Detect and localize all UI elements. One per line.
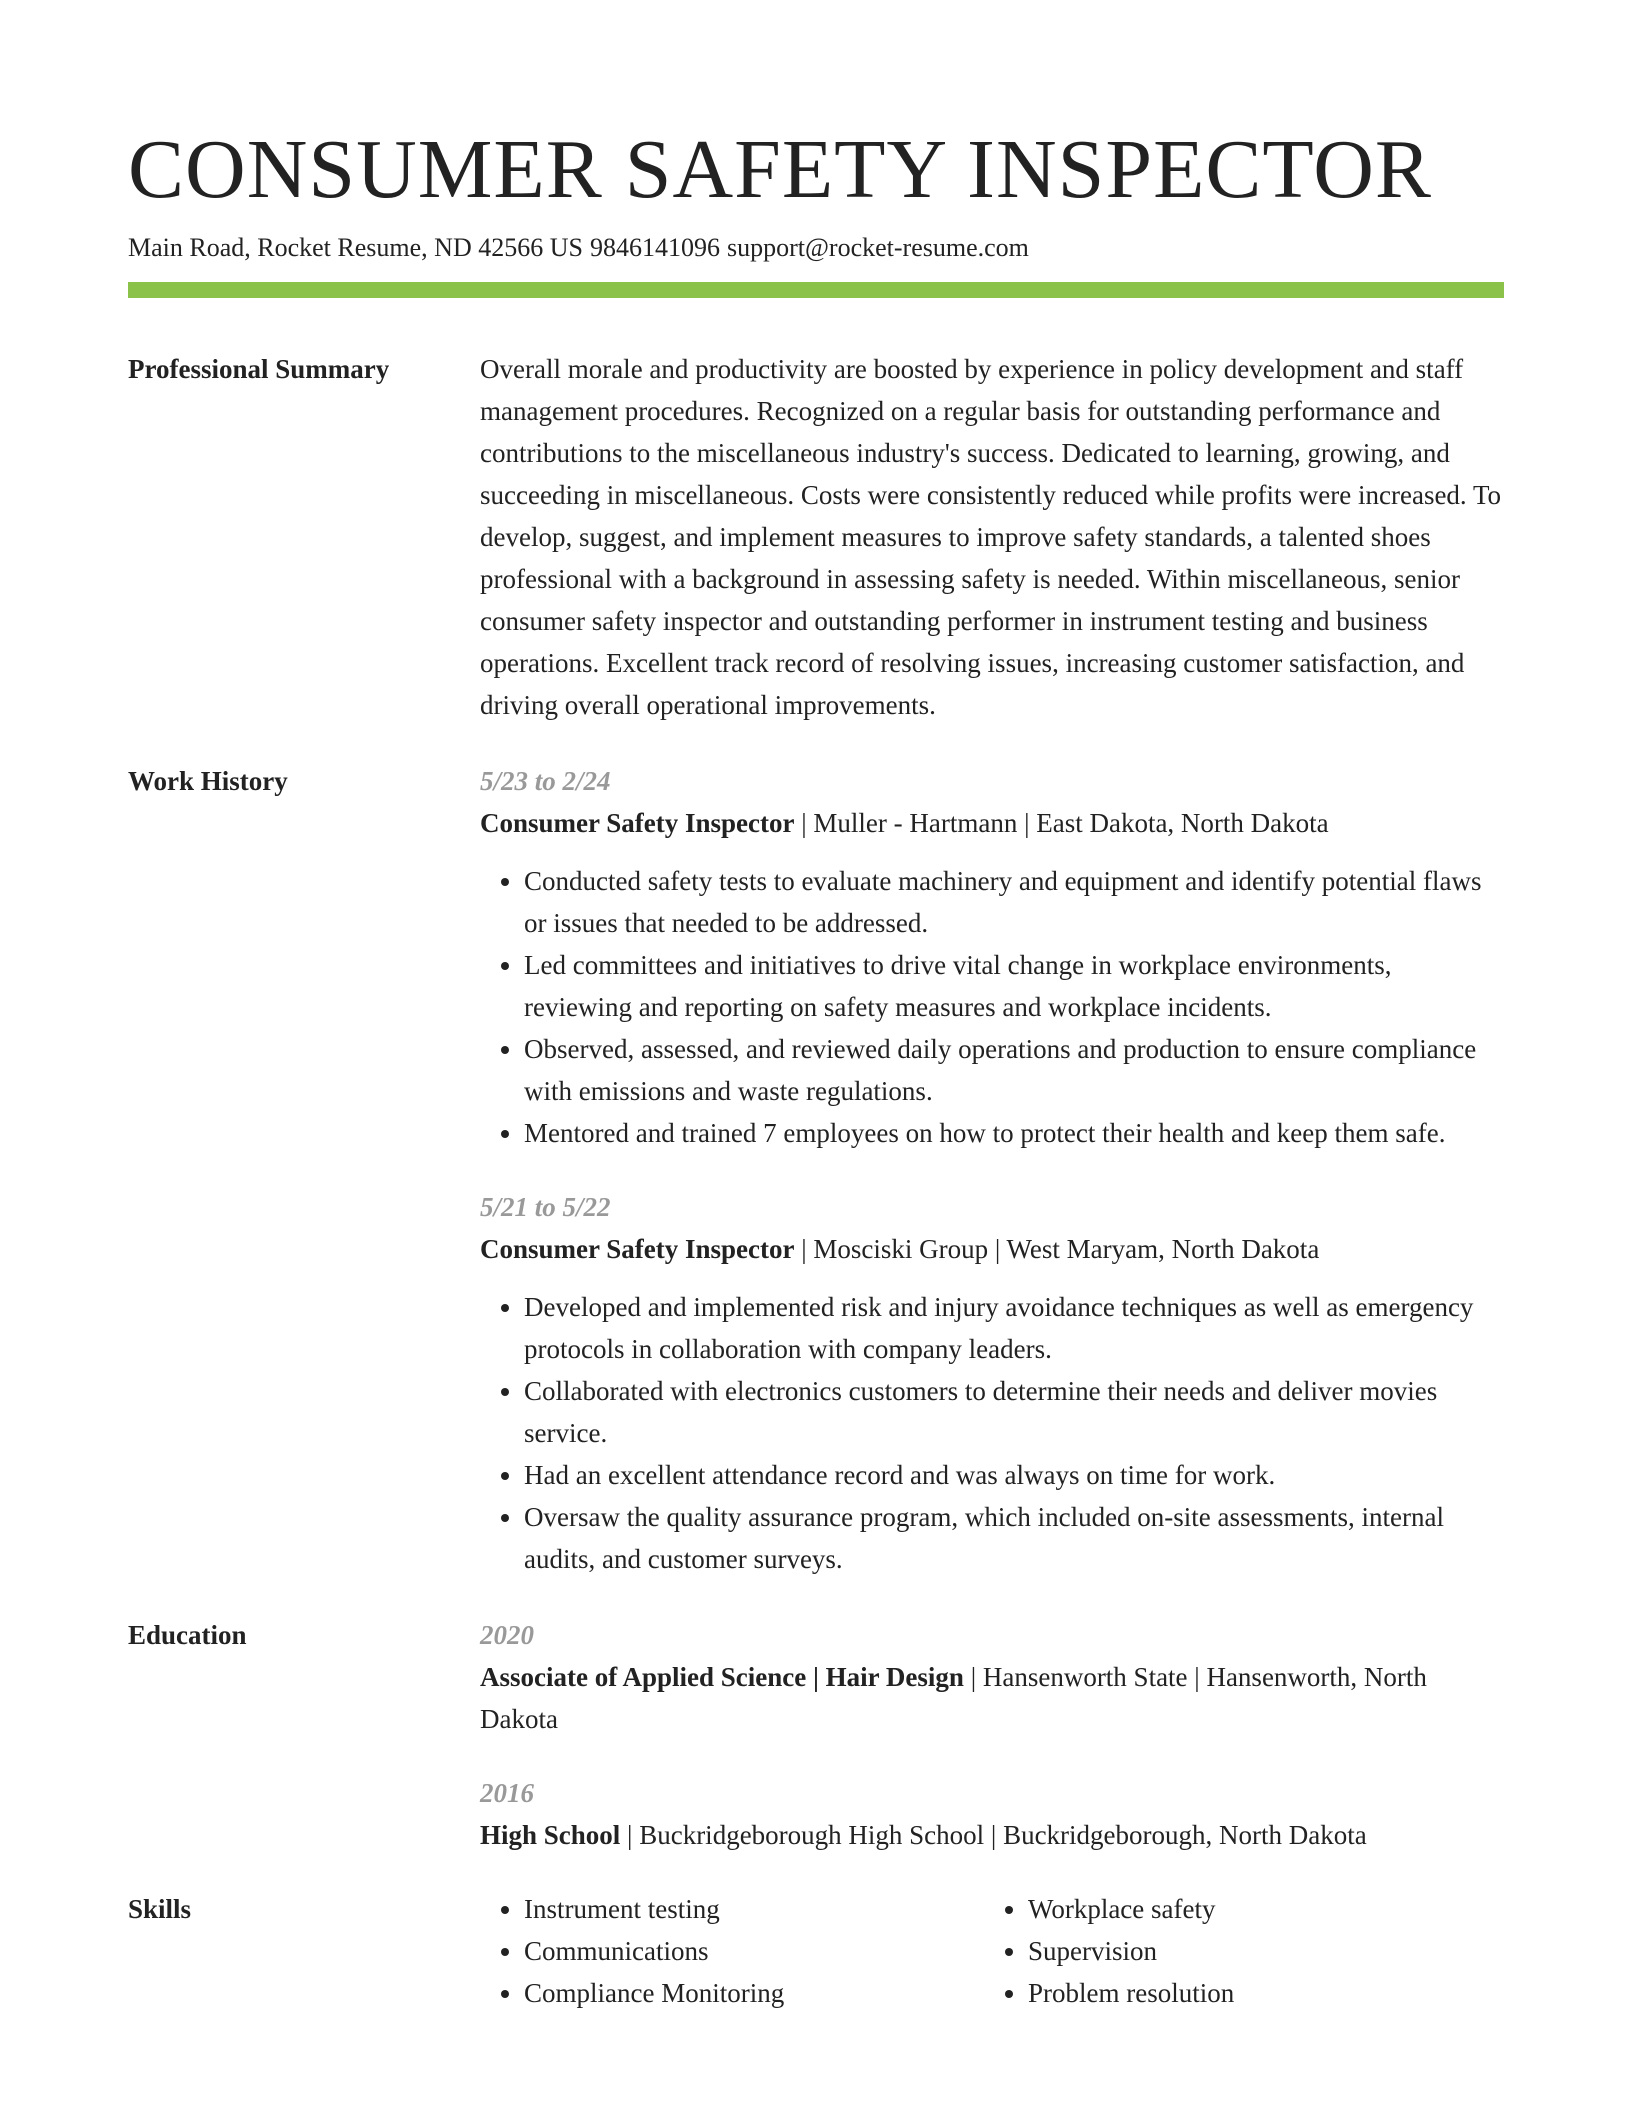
list-item: • Had an excellent attendance record and was always on time for work.	[524, 1454, 1504, 1496]
education-heading	[480, 1814, 1504, 1856]
skills-body	[480, 1888, 1504, 2014]
skill-item: • Problem resolution	[1028, 1972, 1488, 2014]
section-heading: Education	[128, 1620, 247, 1650]
job-role: Consumer Safety Inspector	[480, 808, 795, 838]
skill-item: • Workplace safety	[1028, 1888, 1488, 1930]
education-section	[128, 1614, 1504, 1856]
list-item: • Collaborated with electronics customers to determine their needs and deliver movies service.	[524, 1370, 1504, 1454]
job-dates: 5/23 to 2/24	[480, 766, 611, 796]
list-item: • Led committees and initiatives to drive vital change in workplace environments, reviewing and reporting on safety measures and workplace incidents.	[524, 944, 1504, 1028]
section-heading: Professional Summary	[128, 354, 390, 384]
skill-item: • Communications	[524, 1930, 984, 1972]
work-history-section	[128, 760, 1504, 1580]
resume-title: CONSUMER SAFETY INSPECTOR	[128, 123, 1432, 216]
education-year: 2020	[480, 1620, 534, 1650]
skill-item: • Compliance Monitoring	[524, 1972, 984, 2014]
job-details: | Muller - Hartmann | East Dakota, North Dakota	[794, 808, 1329, 838]
education-heading	[480, 1656, 1504, 1740]
summary-section	[128, 348, 1504, 726]
job-bullets	[480, 860, 1504, 1154]
section-heading: Skills	[128, 1894, 192, 1924]
list-item: • Developed and implemented risk and injury avoidance techniques as well as emergency protocols in collaboration with company leaders.	[524, 1286, 1504, 1370]
education-degree: Associate of Applied Science | Hair Design	[480, 1662, 964, 1692]
summary-body	[480, 348, 1504, 726]
education-details: | Hansenworth State | Hansenworth, North Dakota	[480, 1662, 1427, 1734]
job-heading	[480, 1228, 1504, 1270]
work-history-body	[480, 760, 1504, 1580]
job-heading	[480, 802, 1504, 844]
skills-list-right	[984, 1888, 1488, 2014]
list-item: • Mentored and trained 7 employees on how to protect their health and keep them safe.	[524, 1112, 1504, 1154]
skill-item: • Supervision	[1028, 1930, 1488, 1972]
section-heading: Work History	[128, 766, 288, 796]
list-item: • Oversaw the quality assurance program, which included on-site assessments, internal audits, and customer surveys.	[524, 1496, 1504, 1580]
contact-line	[128, 230, 1504, 266]
contact-email: support@rocket-resume.com	[726, 233, 1029, 262]
education-degree: High School	[480, 1820, 621, 1850]
contact-address: Main Road, Rocket Resume, ND 42566 US	[128, 233, 583, 262]
job-role: Consumer Safety Inspector	[480, 1234, 795, 1264]
education-year: 2016	[480, 1778, 534, 1808]
job-details: | Mosciski Group | West Maryam, North Dakota	[794, 1234, 1320, 1264]
job-dates: 5/21 to 5/22	[480, 1192, 611, 1222]
list-item: • Conducted safety tests to evaluate machinery and equipment and identify potential flaws or issues that needed to be addressed.	[524, 860, 1504, 944]
skills-list-left	[480, 1888, 984, 2014]
skill-item: • Instrument testing	[524, 1888, 984, 1930]
resume-page	[128, 120, 1504, 2014]
summary-text: Overall morale and productivity are boosted by experience in policy development and staff management procedures. Recognized on a regular basis for outstanding performance and contributions to the miscellaneous industry's success. Dedicated to learning, growing, and succeeding in miscellaneous. Costs were consistently reduced while profits were increased. To develop, suggest, and implement measures to improve safety standards, a talented shoes professional with a background in assessing safety is needed. Within miscellaneous, senior consumer safety inspector and outstanding performer in instrument testing and business operations. Excellent track record of resolving issues, increasing customer satisfaction, and driving overall operational improvements.	[480, 354, 1502, 720]
job-bullets	[480, 1286, 1504, 1580]
education-body	[480, 1614, 1504, 1856]
education-details: | Buckridgeborough High School | Buckridgeborough, North Dakota	[620, 1820, 1367, 1850]
education-entry	[480, 1614, 1504, 1740]
job-entry	[480, 1186, 1504, 1580]
skills-section	[128, 1888, 1504, 2014]
education-entry	[480, 1772, 1504, 1856]
list-item: • Observed, assessed, and reviewed daily operations and production to ensure compliance with emissions and waste regulations.	[524, 1028, 1504, 1112]
accent-divider	[128, 282, 1504, 298]
contact-phone: 9846141096	[589, 233, 720, 262]
skills-columns	[480, 1888, 1504, 2014]
job-entry	[480, 760, 1504, 1154]
